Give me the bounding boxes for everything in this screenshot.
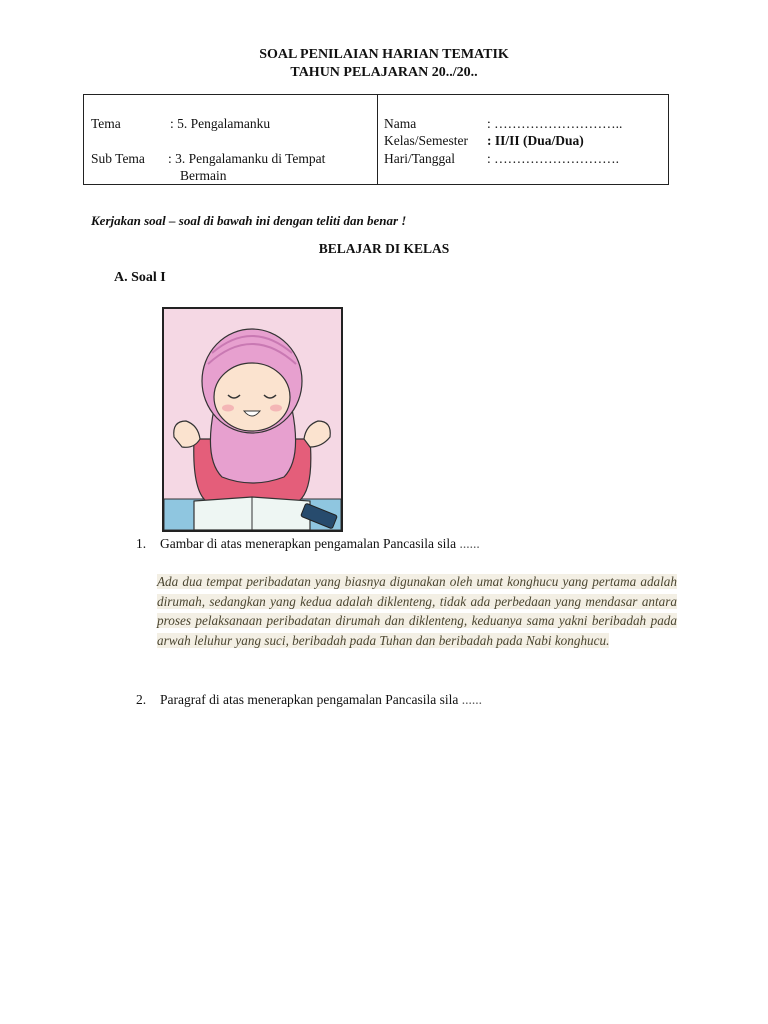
praying-girl-drawing	[164, 309, 341, 530]
hari-field: : ……………………….	[487, 151, 620, 166]
part-title: A. Soal I	[114, 270, 166, 285]
kelas-label: Kelas/Semester	[384, 133, 468, 148]
identity-table	[83, 94, 669, 185]
kelas-value: : II/II (Dua/Dua)	[487, 133, 584, 148]
question-number: 2.	[136, 692, 147, 707]
question-text: Paragraf di atas menerapkan pengamalan Pancasila sila	[160, 692, 462, 707]
answer-blank: ......	[461, 692, 482, 707]
page-subtitle: TAHUN PELAJARAN 20../20..	[290, 65, 478, 80]
subtema-value-cont: Bermain	[180, 168, 227, 183]
tema-value: : 5. Pengalamanku	[170, 116, 271, 131]
question-text: Gambar di atas menerapkan pengamalan Pancasila sila	[160, 536, 460, 551]
tema-label: Tema	[91, 116, 121, 131]
reading-passage	[157, 572, 677, 650]
question-number: 1.	[136, 536, 147, 551]
subtema-label: Sub Tema	[91, 151, 145, 166]
page-title: SOAL PENILAIAN HARIAN TEMATIK	[259, 47, 509, 62]
subtema-value: : 3. Pengalamanku di Tempat	[168, 151, 326, 166]
nama-field: : ………………………..	[487, 116, 623, 131]
nama-label: Nama	[384, 116, 417, 131]
praying-girl-illustration	[162, 307, 343, 532]
section-title: BELAJAR DI KELAS	[318, 241, 450, 256]
table-divider	[377, 95, 378, 184]
hari-label: Hari/Tanggal	[384, 151, 456, 166]
instruction-text: Kerjakan soal – soal di bawah ini dengan teliti dan benar !	[91, 213, 407, 228]
passage-text: Ada dua tempat peribadatan yang biasnya digunakan oleh umat konghucu yang pertama adalah dirumah, sedangkan yang kedua adalah diklenteng, tidak ada perbedaan yang mendasar antara proses pelaksanaan peribadatan dirumah dan diklenteng, keduanya sama yakni beribadah pada arwah leluhur yang suci, beribadah pada Tuhan dan beribadah pada Nabi konghucu.	[157, 574, 677, 648]
answer-blank: ......	[459, 536, 480, 551]
